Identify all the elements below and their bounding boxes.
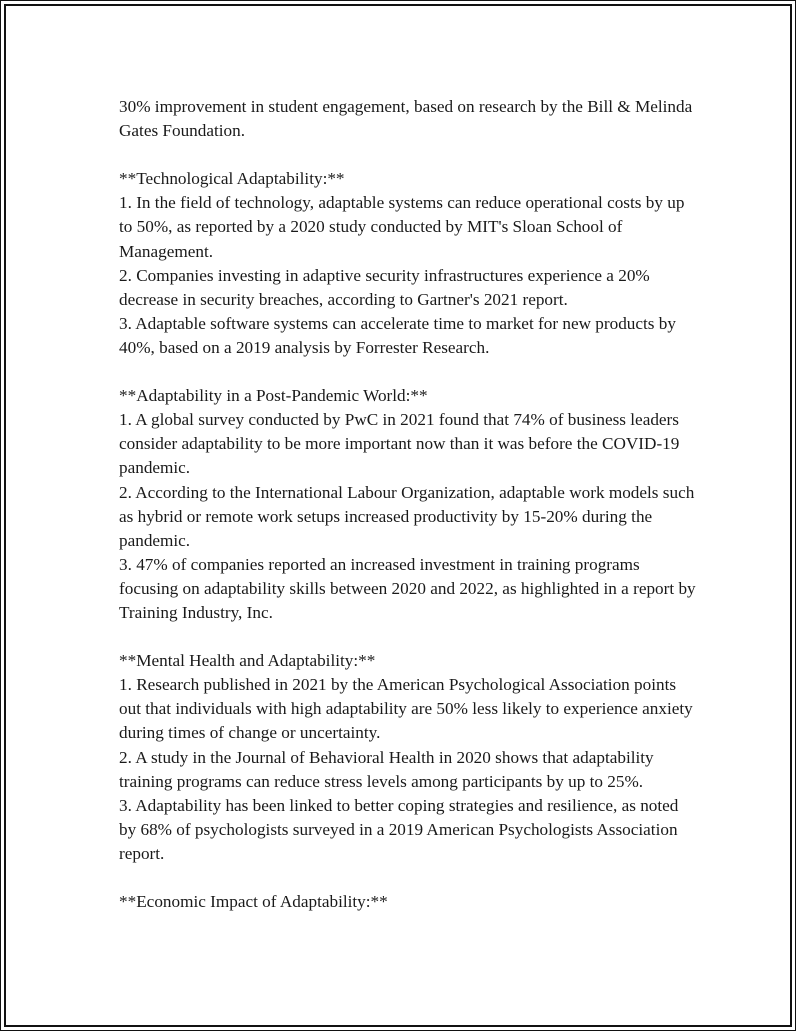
section-economic-impact <box>119 890 699 914</box>
section-post-pandemic-world <box>119 384 699 625</box>
list-item: 3. 47% of companies reported an increased investment in training programs focusing on adaptability skills between 2020 and 2022, as highlighted in a report by Training Industry, Inc. <box>119 554 696 622</box>
section-technological-adaptability <box>119 167 699 360</box>
list-item: 1. Research published in 2021 by the American Psychological Association points out that individuals with high adaptability are 50% less likely to experience anxiety during times of change or uncertainty. <box>119 675 693 743</box>
list-item: 1. In the field of technology, adaptable systems can reduce operational costs by up to 50%, as reported by a 2020 study conducted by MIT's Sloan School of Management. <box>119 193 685 261</box>
list-item: 2. According to the International Labour Organization, adaptable work models such as hybrid or remote work setups increased productivity by 15-20% during the pandemic. <box>119 482 695 550</box>
section-mental-health <box>119 649 699 866</box>
document-page <box>4 4 792 1027</box>
list-item: 2. A study in the Journal of Behavioral Health in 2020 shows that adaptability training programs can reduce stress levels among participants by up to 25%. <box>119 747 654 791</box>
section-heading: **Mental Health and Adaptability:** <box>119 651 376 671</box>
section-heading: **Adaptability in a Post-Pandemic World:** <box>119 386 428 406</box>
list-item: 1. A global survey conducted by PwC in 2021 found that 74% of business leaders consider adaptability to be more important now than it was before the COVID-19 pandemic. <box>119 410 680 478</box>
list-item: 2. Companies investing in adaptive security infrastructures experience a 20% decrease in security breaches, according to Gartner's 2021 report. <box>119 265 650 309</box>
section-heading: **Economic Impact of Adaptability:** <box>119 892 388 912</box>
section-heading: **Technological Adaptability:** <box>119 169 345 189</box>
list-item: 3. Adaptable software systems can accelerate time to market for new products by 40%, based on a 2019 analysis by Forrester Research. <box>119 313 676 357</box>
intro-paragraph: 30% improvement in student engagement, based on research by the Bill & Melinda Gates Foundation. <box>119 97 693 141</box>
document-body <box>119 95 699 938</box>
list-item: 3. Adaptability has been linked to better coping strategies and resilience, as noted by 68% of psychologists surveyed in a 2019 American Psychologists Association report. <box>119 795 679 863</box>
